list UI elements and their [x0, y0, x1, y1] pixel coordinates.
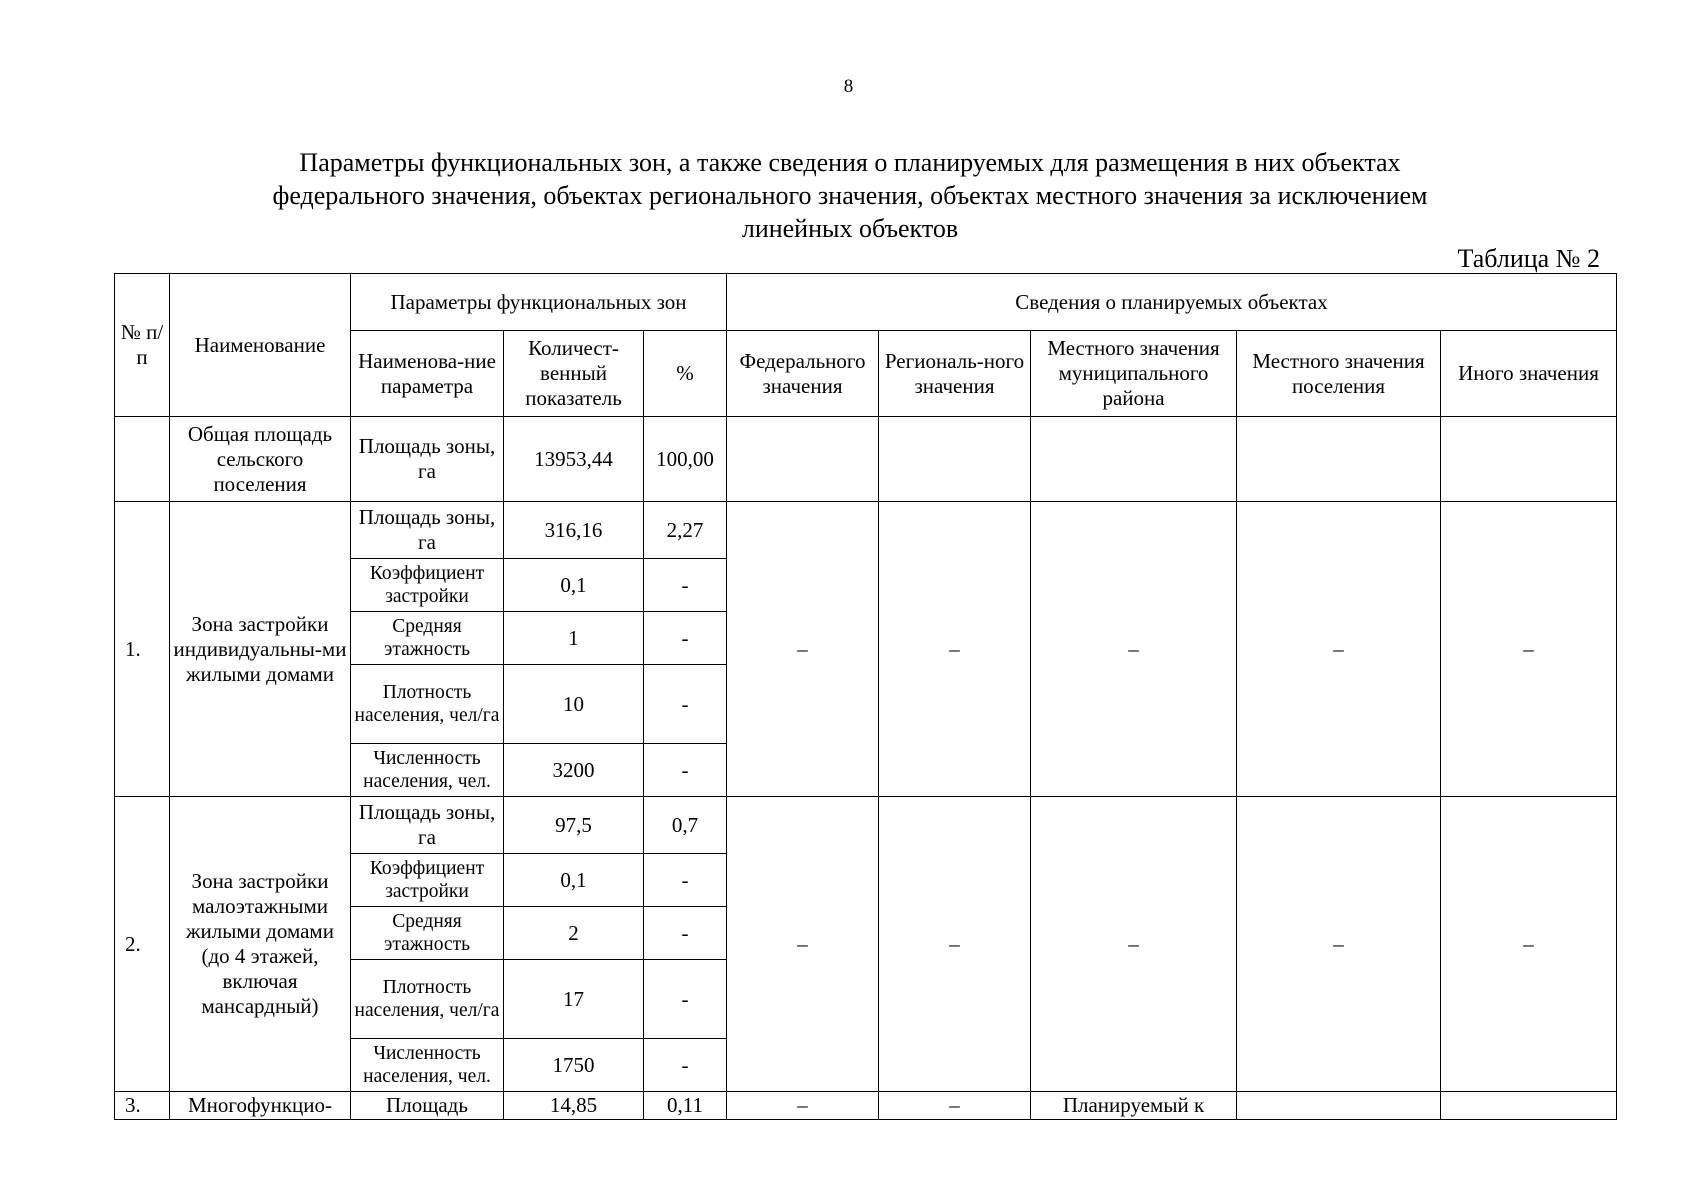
param-percent: - [644, 960, 727, 1039]
param-percent: - [644, 559, 727, 612]
header-num: № п/п [115, 274, 170, 417]
settlement-cell [1237, 1092, 1441, 1120]
title-line-3: линейных объектов [741, 214, 959, 243]
header-settlement: Местного значения поселения [1237, 331, 1441, 417]
param-name: Численность населения, чел. [351, 744, 504, 797]
title-line-2: федерального значения, объектах регионального значения, объектах местного значения за исключением [272, 181, 1428, 210]
param-name: Площадь зоны, га [351, 797, 504, 854]
total-federal-cell [727, 417, 879, 502]
row-name: Многофункцио- [170, 1092, 351, 1120]
header-param-value: Количест-венный показатель [504, 331, 644, 417]
header-params-group: Параметры функциональных зон [351, 274, 727, 331]
regional-cell: – [879, 1092, 1031, 1120]
total-value-cell: 13953,44 [504, 417, 644, 502]
param-name: Коэффициент застройки [351, 559, 504, 612]
param-name: Площадь зоны, га [351, 502, 504, 559]
table-row [115, 797, 1617, 854]
param-percent: 0,11 [644, 1092, 727, 1120]
total-municipal-cell [1031, 417, 1237, 502]
total-settlement-cell [1237, 417, 1441, 502]
param-name: Плотность населения, чел/га [351, 960, 504, 1039]
row-num: 1. [115, 502, 170, 797]
settlement-cell: – [1237, 797, 1441, 1092]
table-row [115, 1092, 1617, 1120]
header-objects-group: Сведения о планируемых объектах [727, 274, 1617, 331]
param-value: 3200 [504, 744, 644, 797]
param-value: 1750 [504, 1039, 644, 1092]
municipal-cell: Планируемый к [1031, 1092, 1237, 1120]
other-cell: – [1441, 797, 1617, 1092]
federal-cell: – [727, 502, 879, 797]
row-name: Зона застройки малоэтажными жилыми домами (до 4 этажей, включая мансардный) [170, 797, 351, 1092]
other-cell: – [1441, 502, 1617, 797]
municipal-cell: – [1031, 797, 1237, 1092]
param-name: Средняя этажность [351, 907, 504, 960]
table-row-total [115, 417, 1617, 502]
page-number: 8 [843, 76, 854, 97]
header-param-percent: % [644, 331, 727, 417]
param-value: 17 [504, 960, 644, 1039]
param-percent: 0,7 [644, 797, 727, 854]
param-percent: - [644, 665, 727, 744]
param-name: Площадь [351, 1092, 504, 1120]
other-cell [1441, 1092, 1617, 1120]
federal-cell: – [727, 1092, 879, 1120]
param-value: 14,85 [504, 1092, 644, 1120]
functional-zones-table [114, 273, 1617, 1120]
municipal-cell: – [1031, 502, 1237, 797]
title-line-1: Параметры функциональных зон, а также сведения о планируемых для размещения в них объектах [299, 148, 1401, 177]
param-value: 2 [504, 907, 644, 960]
total-other-cell [1441, 417, 1617, 502]
total-percent-cell: 100,00 [644, 417, 727, 502]
param-value: 1 [504, 612, 644, 665]
federal-cell: – [727, 797, 879, 1092]
table-caption: Таблица № 2 [1457, 244, 1600, 273]
row-num: 3. [115, 1092, 170, 1120]
param-value: 10 [504, 665, 644, 744]
regional-cell: – [879, 797, 1031, 1092]
header-regional: Региональ-ного значения [879, 331, 1031, 417]
param-percent: - [644, 612, 727, 665]
param-value: 316,16 [504, 502, 644, 559]
param-value: 0,1 [504, 854, 644, 907]
settlement-cell: – [1237, 502, 1441, 797]
row-name: Зона застройки индивидуальны-ми жилыми домами [170, 502, 351, 797]
header-other: Иного значения [1441, 331, 1617, 417]
header-name: Наименование [170, 274, 351, 417]
document-title [180, 146, 1520, 245]
param-percent: 2,27 [644, 502, 727, 559]
param-percent: - [644, 907, 727, 960]
header-federal: Федерального значения [727, 331, 879, 417]
param-value: 0,1 [504, 559, 644, 612]
param-percent: - [644, 1039, 727, 1092]
param-percent: - [644, 744, 727, 797]
header-municipal: Местного значения муниципального района [1031, 331, 1237, 417]
param-name: Плотность населения, чел/га [351, 665, 504, 744]
row-num: 2. [115, 797, 170, 1092]
total-num-cell [115, 417, 170, 502]
param-name: Коэффициент застройки [351, 854, 504, 907]
param-value: 97,5 [504, 797, 644, 854]
param-name: Численность населения, чел. [351, 1039, 504, 1092]
total-name-cell: Общая площадь сельского поселения [170, 417, 351, 502]
total-regional-cell [879, 417, 1031, 502]
param-percent: - [644, 854, 727, 907]
header-param-name: Наименова-ние параметра [351, 331, 504, 417]
total-param-cell: Площадь зоны, га [351, 417, 504, 502]
regional-cell: – [879, 502, 1031, 797]
table-row [115, 502, 1617, 559]
param-name: Средняя этажность [351, 612, 504, 665]
